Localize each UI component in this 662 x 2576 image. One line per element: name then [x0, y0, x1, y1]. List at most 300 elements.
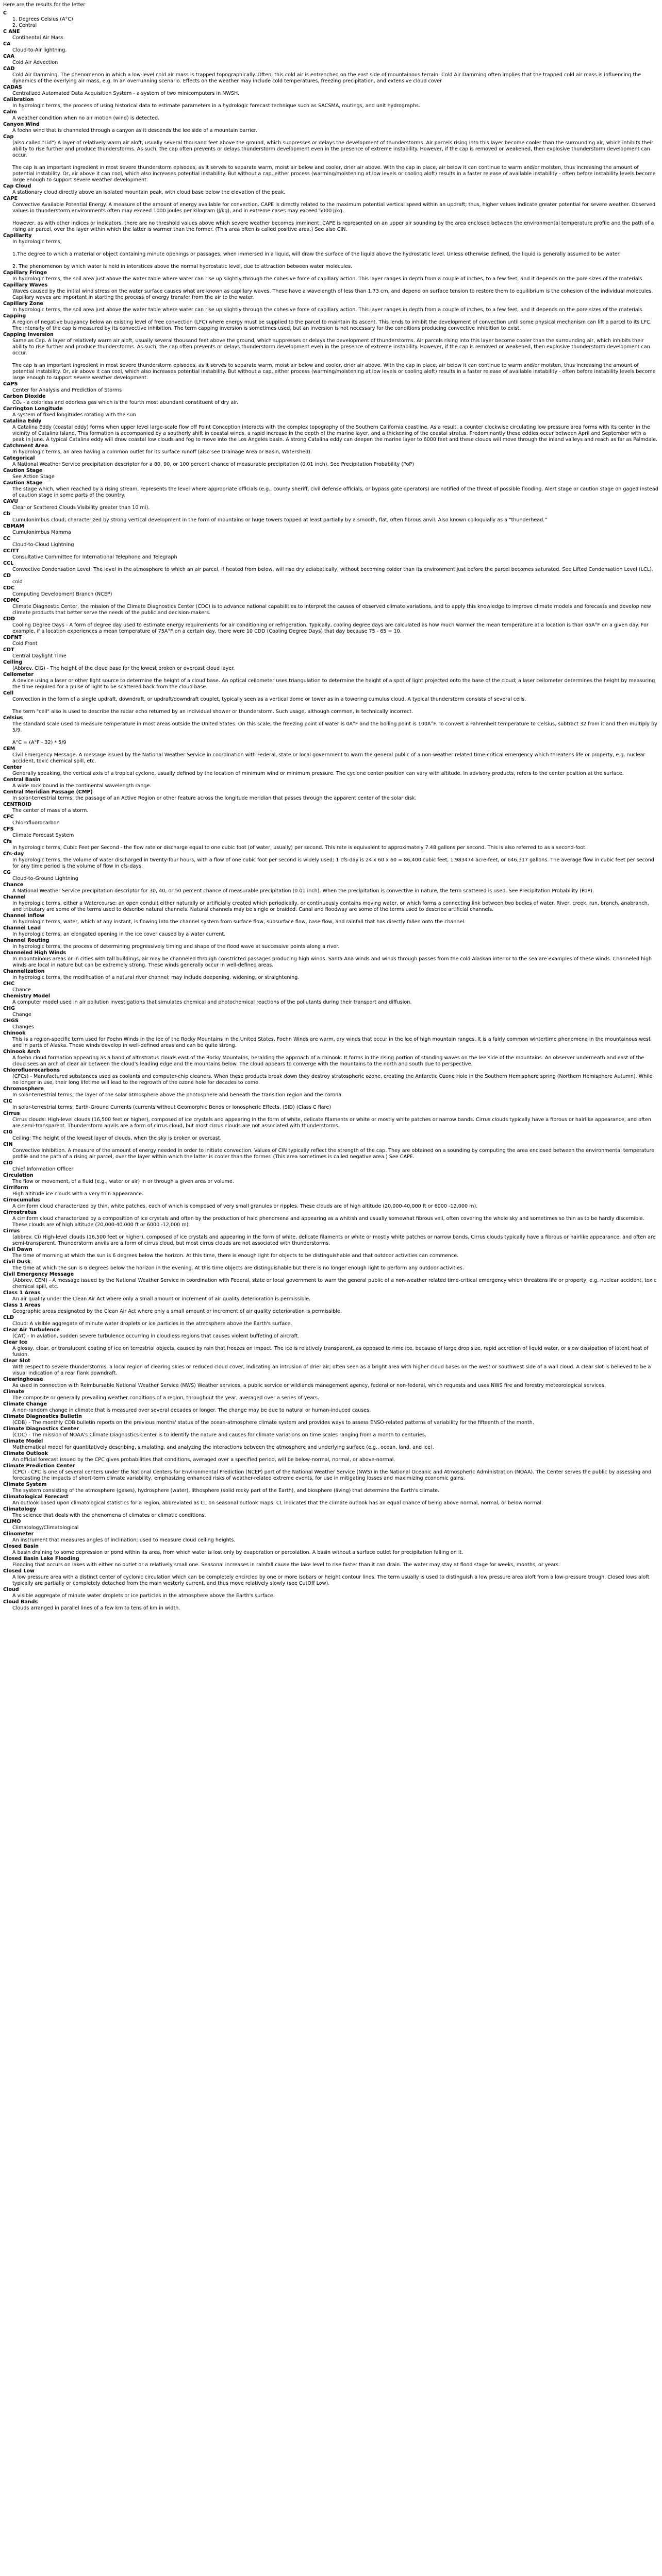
glossary-definition: (CFCs) - Manufactured substances used as coolants and computer-chip cleaners. When these products break down they destroy stratospheric ozone, creating the Antarctic Ozone Hole in the Southern Hemisphere spring (Northern Hemisphere Autumn). While no longer in use, their long lifetime will lead to the regrowth of the ozone hole for decades to come. — [12, 1074, 653, 1086]
glossary-definition: A basin draining to some depression or pond within its area, from which water is lost only by evaporation or percolation. A basin without a surface outlet for precipitation falling on it. — [12, 1550, 464, 1555]
glossary-entry — [3, 746, 659, 765]
glossary-entry — [3, 1259, 659, 1272]
glossary-term: Cirrus — [3, 1111, 20, 1116]
glossary-term: Capillary Fringe — [3, 270, 47, 276]
glossary-term: Clear Air Turbulence — [3, 1327, 60, 1333]
glossary-term: Cb — [3, 511, 10, 517]
glossary-term: CD — [3, 573, 11, 579]
glossary-entry — [3, 1049, 659, 1067]
glossary-definition: Cloud-to-Cloud Lightning — [12, 542, 74, 548]
glossary-definition: A Catalina Eddy (coastal eddy) forms when upper level large-scale flow off Point Conception interacts with the complex topography of the Southern California coastline. As a result, a counter clockwise circulating low pressure area forms with its center in the vicinity of Catalina Island. This formation is accompanied by a southerly shift in coastal winds, a rapid increase in the depth of the marine layer, and a thickening of the coastal stratus. Predominantly these eddies occur between April and September with a peak in June. A typical Catalina eddy will draw coastal low clouds and fog to move into the Los Angeles basin. A strong Catalina eddy can deepen the marine layer to 6000 feet and these clouds will move through the inland valleys and reach as far as Palmdale. — [12, 425, 658, 443]
glossary-entry — [3, 332, 659, 381]
glossary-entry — [3, 969, 659, 981]
glossary-definition: Central Daylight Time — [12, 653, 67, 659]
glossary-definition: (abbrev. Ci) High-level clouds (16,500 feet or higher), composed of ice crystals and appearing in the form of white, delicate filaments or white or mostly white patches or narrow bands. Cirrus clouds typically have a fibrous or hairlike appearance, and often are semi-transparent. Thunderstorm anvils are a form of cirrus cloud, but most cirrus clouds are not associated with thunderstorms. — [12, 1234, 656, 1246]
glossary-term: Class 1 Areas — [3, 1290, 41, 1296]
glossary-definition: The composite or generally prevailing weather conditions of a region, throughout the year, averaged over a series of years. — [12, 1395, 320, 1401]
glossary-definition: Convective Available Potential Energy. A measure of the amount of energy available for convection. CAPE is directly related to the maximum potential vertical speed within an updraft; thus, higher values indicate greater potential for severe weather. Observed values in thunderstorm environments often may exceed 1000 joules per kilogram (J/kg), and in extreme cases may exceed 5000 J/kg. However, as with other indices or indicators, there are no threshold values above which severe weather becomes imminent. CAPE is represented on an upper air sounding by the area enclosed between the environmental temperature profile and the path of a rising air parcel, over the layer within which the latter is warmer than the former. (This area often is called positive area.) See also CIN. — [12, 202, 656, 232]
glossary-term: CAPS — [3, 381, 18, 387]
glossary-definition: Convective Condensation Level: The level in the atmosphere to which an air parcel, if heated from below, will rise dry adiabatically, without becoming colder than its environment just before the parcel becomes saturated. See Lifted Condensation Level (LCL). — [12, 567, 653, 572]
glossary-definition: Chief Information Officer — [12, 1166, 74, 1172]
glossary-entry — [3, 270, 659, 282]
glossary-term: Circulation — [3, 1173, 34, 1178]
glossary-definition: An air quality under the Clean Air Act where only a small amount or increment of air quality deterioration is permissible. — [12, 1296, 311, 1302]
glossary-definition: This is a region-specific term used for Foehn Winds in the lee of the Rocky Mountains in the United States. Foehn Winds are warm, dry winds that occur in the lee of high mountain ranges. It is a fairly common wintertime phenomena in the mountainous west and in parts of Alaska. These winds develop in well-defined areas and can be quite strong. — [12, 1037, 651, 1048]
glossary-entry — [3, 826, 659, 839]
glossary-term: CAA — [3, 54, 14, 59]
glossary-term: Chinook Arch — [3, 1049, 40, 1055]
glossary-definition: Cloud-to-Ground Lightning — [12, 876, 78, 882]
glossary-definition: Geographic areas designated by the Clean Air Act where only a small amount or increment of air quality deterioration is permissible. — [12, 1309, 342, 1314]
glossary-definition: cold — [12, 579, 23, 585]
glossary-term: Categorical — [3, 455, 35, 461]
glossary-entry — [3, 109, 659, 122]
glossary-definition: A computer model used in air pollution investigations that simulates chemical and photochemical reactions of the pollutants during their transport and diffusion. — [12, 999, 412, 1005]
glossary-entry — [3, 715, 659, 746]
glossary-definition: Computing Development Branch (NCEP) — [12, 591, 112, 597]
glossary-entry — [3, 1160, 659, 1173]
glossary-definition: A stationary cloud directly above an isolated mountain peak, with cloud base below the elevation of the peak. — [12, 190, 286, 195]
glossary-entry — [3, 1438, 659, 1451]
glossary-definition: A system of fixed longitudes rotating with the sun — [12, 412, 136, 418]
glossary-list — [3, 16, 659, 1612]
glossary-term: Channel — [3, 894, 26, 900]
glossary-term: Cell — [3, 690, 14, 696]
glossary-entry — [3, 1111, 659, 1129]
glossary-entry — [3, 585, 659, 598]
glossary-entry — [3, 1568, 659, 1587]
glossary-entry — [3, 1272, 659, 1290]
glossary-entry — [3, 635, 659, 647]
glossary-entry — [3, 394, 659, 406]
glossary-entry — [3, 499, 659, 511]
glossary-entry — [3, 765, 659, 777]
glossary-term: Carbon Dioxide — [3, 394, 46, 399]
glossary-term: CA — [3, 41, 11, 47]
glossary-definition: (Abbrev. CIG) - The height of the cloud base for the lowest broken or overcast cloud layer. — [12, 666, 235, 671]
glossary-definition: Ceiling: The height of the lowest layer of clouds, when the sky is broken or overcast. — [12, 1136, 222, 1141]
glossary-entry — [3, 16, 659, 29]
glossary-term: Caution Stage — [3, 480, 43, 486]
glossary-definition: In hydrologic terms, the soil area just above the water table where water can rise up slightly through the cohesive force of capillary action. This layer ranges in depth from a couple of inches, to a few feet, and it depends on the pore sizes of the materials. — [12, 307, 644, 313]
glossary-term: Cap Cloud — [3, 183, 31, 189]
glossary-entry — [3, 913, 659, 925]
glossary-term: Carrington Longitude — [3, 406, 63, 412]
glossary-term: CCITT — [3, 548, 19, 554]
glossary-term: Central Meridian Passage (CMP) — [3, 789, 93, 795]
glossary-term: CCL — [3, 561, 14, 566]
glossary-term: CFS — [3, 826, 14, 832]
glossary-definition: Waves caused by the initial wind stress on the water surface causes what are known as capillary waves. These have a wavelength of less than 1.73 cm, and depend on surface tension to restore them to equilibrium is the cohesion of the individual molecules. Capillary waves are important in starting the process of energy transfer from the air to the water. — [12, 289, 653, 300]
glossary-definition: Flooding that occurs on lakes with either no outlet or a relatively small one. Seasonal increases in rainfall cause the lake level to rise faster than it can drain. The water may stay at flood stage for weeks, months, or years. — [12, 1562, 560, 1568]
glossary-term: CAVU — [3, 499, 19, 504]
glossary-term: CHC — [3, 981, 15, 987]
glossary-definition: Cooling Degree Days - A form of degree day used to estimate energy requirements for air conditioning or refrigeration. Typically, cooling degree days are calculated as how much warmer the mean temperature at a location is than 65A°F on a given day. For example, if a location experiences a mean temperature of 75A°F on a certain day, there were 10 CDD (Cooling Degree Days) that day because 75 - 65 = 10. — [12, 622, 649, 634]
glossary-definition: A weather condition when no air motion (wind) is detected. — [12, 115, 160, 121]
glossary-entry — [3, 851, 659, 870]
glossary-definition: In hydrologic terms, water, which at any instant, is flowing into the channel system from surface flow, subsurface flow, base flow, and rainfall that has directly fallen onto the channel. — [12, 919, 466, 925]
glossary-entry — [3, 1531, 659, 1544]
glossary-entry — [3, 54, 659, 66]
glossary-term: Capillary Zone — [3, 301, 43, 307]
glossary-term: Channel Lead — [3, 925, 41, 931]
glossary-term: Climate System — [3, 1482, 47, 1487]
glossary-entry — [3, 1067, 659, 1086]
glossary-definition: Change — [12, 1012, 31, 1018]
glossary-definition: In hydrologic terms, an elongated opening in the ice cover caused by a water current. — [12, 931, 226, 937]
glossary-term: CIO — [3, 1160, 13, 1166]
glossary-definition: Continental Air Mass — [12, 35, 63, 41]
glossary-term: Central Basin — [3, 777, 41, 783]
glossary-definition: Chlorofluorocarbon — [12, 820, 60, 826]
glossary-entry — [3, 122, 659, 134]
glossary-term: CBMAM — [3, 523, 24, 529]
glossary-definition: In solar-terrestrial terms, the layer of the solar atmosphere above the photosphere and beneath the transition region and the corona. — [12, 1092, 343, 1098]
glossary-entry — [3, 573, 659, 585]
glossary-definition: Convection in the form of a single updraft, downdraft, or updraft/downdraft couplet, typically seen as a vertical dome or tower as in a towering cumulus cloud. A typical thunderstorm consists of several cells. The term "cell" also is used to describe the radar echo returned by an individual shower or thunderstorm. Such usage, although common, is technically incorrect. — [12, 697, 526, 715]
glossary-definition: A cirriform cloud characterized by thin, white patches, each of which is composed of very small granules or ripples. These clouds are of high altitude (20,000-40,000 ft or 6000 -12,000 m). — [12, 1204, 478, 1209]
glossary-definition: As used in connection with Reimbursable National Weather Service (NWS) Weather services, a public service or wildlands management agency, federal or non-federal, which requests and uses NWS fire and forestry meteorological services. — [12, 1383, 606, 1388]
glossary-entry — [3, 981, 659, 993]
glossary-definition: (CAT) - In aviation, sudden severe turbulence occurring in cloudless regions that causes violent buffeting of aircraft. — [12, 1333, 300, 1339]
glossary-entry — [3, 950, 659, 969]
glossary-definition: In hydrologic terms, the modification of a natural river channel; may include deepening, widening, or straightening. — [12, 975, 300, 980]
glossary-term: Chlorofluorocarbons — [3, 1067, 60, 1073]
glossary-entry — [3, 1401, 659, 1414]
glossary-term: Climate Outlook — [3, 1451, 48, 1456]
glossary-entry — [3, 1129, 659, 1142]
glossary-term: Closed Low — [3, 1568, 35, 1574]
glossary-entry — [3, 598, 659, 616]
results-intro: Here are the results for the letter — [3, 2, 86, 8]
glossary-entry — [3, 814, 659, 826]
glossary-entry — [3, 301, 659, 313]
glossary-term: CG — [3, 870, 11, 875]
glossary-entry — [3, 1228, 659, 1247]
glossary-entry — [3, 802, 659, 814]
glossary-entry — [3, 1587, 659, 1599]
glossary-definition: Cumulonimbus cloud; characterized by strong vertical development in the form of mountains or huge towers topped at least partially by a smooth, flat, often fibrous anvil. Also known colloquially as a "thunderhead." — [12, 517, 547, 523]
glossary-term: Cirriform — [3, 1185, 28, 1191]
glossary-definition: An outlook based upon climatological statistics for a region, abbreviated as CL on seasonal outlook maps. CL indicates that the climate outlook has an equal chance of being above normal, normal, or below normal. — [12, 1500, 543, 1506]
glossary-entry — [3, 672, 659, 690]
glossary-term: CLIMO — [3, 1519, 21, 1524]
glossary-term: Calm — [3, 109, 17, 115]
glossary-term: C ANE — [3, 29, 20, 35]
glossary-definition: Mathematical model for quantitatively describing, simulating, and analyzing the interactions between the atmosphere and underlying surface (e.g., ocean, land, and ice). — [12, 1445, 434, 1450]
glossary-term: Capping — [3, 313, 26, 319]
glossary-entry — [3, 870, 659, 882]
glossary-definition: (Abbrev. CEM) - A message issued by the National Weather Service in coordination with Federal, state or local government to warn the general public of a non-weather related time-critical emergency which threatens life or property, e.g. nuclear accident, toxic chemical spill, etc. — [12, 1278, 657, 1290]
glossary-definition: The flow or movement, of a fluid (e.g., water or air) in or through a given area or volume. — [12, 1179, 234, 1184]
glossary-entry — [3, 313, 659, 332]
glossary-entry — [3, 1494, 659, 1506]
glossary-entry — [3, 938, 659, 950]
glossary-entry — [3, 536, 659, 548]
glossary-entry — [3, 993, 659, 1006]
glossary-definition: In solar-terrestrial terms, the passage of an Active Region or other feature across the longitude meridian that passes through the apparent center of the solar disk. — [12, 795, 417, 801]
glossary-definition: Clear or Scattered Clouds Visibility greater than 10 mi). — [12, 505, 150, 511]
glossary-term: CAPE — [3, 196, 18, 201]
glossary-definition: The center of mass of a storm. — [12, 808, 89, 814]
glossary-entry — [3, 1197, 659, 1210]
glossary-entry — [3, 41, 659, 54]
glossary-term: Closed Basin Lake Flooding — [3, 1556, 79, 1562]
glossary-term: Chance — [3, 882, 24, 888]
glossary-term: CDD — [3, 616, 15, 622]
glossary-entry — [3, 1210, 659, 1228]
glossary-entry — [3, 196, 659, 233]
glossary-definition: Clouds arranged in parallel lines of a few km to tens of km in width. — [12, 1605, 180, 1611]
glossary-entry — [3, 1086, 659, 1098]
glossary-entry — [3, 777, 659, 789]
glossary-entry — [3, 418, 659, 443]
glossary-entry — [3, 1377, 659, 1389]
glossary-entry — [3, 1556, 659, 1568]
results-letter: C — [3, 10, 7, 16]
glossary-entry — [3, 1519, 659, 1531]
glossary-term: Climate Change — [3, 1401, 47, 1407]
glossary-term: CIC — [3, 1098, 12, 1104]
glossary-definition: The time of morning at which the sun is 6 degrees below the horizon. At this time, there is enough light for objects to be distinguishable and that outdoor activities can commence. — [12, 1253, 459, 1259]
glossary-entry — [3, 381, 659, 394]
glossary-entry — [3, 1340, 659, 1358]
glossary-term: CDMC — [3, 598, 20, 603]
glossary-term: Climate Prediction Center — [3, 1463, 75, 1469]
glossary-term: Chromosphere — [3, 1086, 44, 1092]
glossary-definition: In hydrologic terms, the soil area just above the water table where water can rise up slightly through the cohesive force of capillary action. This layer ranges in depth from a couple of inches, to a few feet, and it depends on the pore sizes of the materials. — [12, 276, 644, 282]
glossary-term: Climatological Forecast — [3, 1494, 69, 1500]
glossary-term: Calibration — [3, 97, 34, 103]
glossary-term: Channelization — [3, 969, 45, 974]
glossary-term: CDFNT — [3, 635, 22, 640]
glossary-term: CDC — [3, 585, 15, 591]
glossary-entry — [3, 66, 659, 84]
glossary-definition: Centralized Automated Data Acquisition System - a system of two minicomputers in NWSH. — [12, 91, 240, 96]
glossary-definition: In mountainous areas or in cities with tall buildings, air may be channeled through constricted passages producing high winds. Santa Ana winds and winds through passes from the cold Alaskan interior to the sea are examples of these winds. Channeled high winds are local in nature but can be extremely strong. These winds generally occur in well-defined areas. — [12, 956, 652, 968]
glossary-definition: (CDC) - The mission of NOAA's Climate Diagnostics Center is to identify the nature and causes for climate variations on time scales ranging from a month to centuries. — [12, 1432, 426, 1438]
glossary-entry — [3, 455, 659, 468]
glossary-entry — [3, 1006, 659, 1018]
glossary-term: Ceilometer — [3, 672, 34, 677]
glossary-term: Caution Stage — [3, 468, 43, 473]
glossary-definition: Cirrus clouds: High-level clouds (16,500 feet or higher), composed of ice crystals and appearing in the form of white, delicate filaments or white or mostly white patches or narrow bands. Cirrus clouds typically have a fibrous or hairlike appearance, and often are semi-transparent. Thunderstorm anvils are a form of cirrus cloud, but most cirrus clouds are not associated with thunderstorms. — [12, 1117, 651, 1129]
glossary-definition: Civil Emergency Message. A message issued by the National Weather Service in coordination with Federal, state or local government to warn the general public of a non-weather related time-critical emergency which threatens life or property, e.g. nuclear accident, toxic chemical spill, etc. — [12, 752, 646, 764]
glossary-definition: In hydrologic terms, the process of determining progressively timing and shape of the flood wave at successive points along a river. — [12, 944, 340, 950]
glossary-term: Capillarity — [3, 233, 32, 239]
glossary-term: Climate Diagnostics Bulletin — [3, 1414, 82, 1419]
glossary-term: Clearinghouse — [3, 1377, 43, 1382]
glossary-definition: In hydrologic terms, 1.The degree to which a material or object containing minute openings or passages, when immersed in a liquid, will draw the surface of the liquid above the hydrostatic level. Unless otherwise defined, the liquid is generally assumed to be water. 2. The phenomenon by which water is held in interstices above the normal hydrostatic level, due to attraction between water molecules. — [12, 239, 621, 269]
glossary-definition: Climatology/Climatological — [12, 1525, 79, 1531]
glossary-term: CHGS — [3, 1018, 19, 1024]
glossary-entry — [3, 511, 659, 523]
glossary-entry — [3, 1358, 659, 1377]
glossary-definition: Convective Inhibition. A measure of the amount of energy needed in order to initiate convection. Values of CIN typically reflect the strength of the cap. They are obtained on a sounding by computing the area enclosed between the environmental temperature profile and the path of a rising air parcel, over the layer within which the latter is cooler than the former. (This area sometimes is called negative area.) See CAPE. — [12, 1148, 655, 1160]
glossary-entry — [3, 789, 659, 802]
glossary-term: Class 1 Areas — [3, 1302, 41, 1308]
glossary-term: Celsius — [3, 715, 23, 721]
glossary-term: Clear Slot — [3, 1358, 30, 1364]
glossary-term: Canyon Wind — [3, 122, 40, 127]
glossary-entry — [3, 839, 659, 851]
glossary-definition: Cold Air Advection — [12, 60, 58, 65]
glossary-definition: A non-random change in climate that is measured over several decades or longer. The change may be due to natural or human-induced causes. — [12, 1408, 371, 1413]
glossary-term: Channeled High Winds — [3, 950, 67, 956]
glossary-term: Center — [3, 765, 22, 770]
glossary-entry — [3, 1506, 659, 1519]
glossary-term: Chemistry Model — [3, 993, 51, 999]
glossary-definition: In hydrologic terms, Cubic Feet per Second - the flow rate or discharge equal to one cubic foot (of water, usually) per second. This rate is equivalent to approximately 7.48 gallons per second. This is also referred to as a second-foot. — [12, 845, 587, 851]
glossary-definition: A low pressure area with a distinct center of cyclonic circulation which can be completely encircled by one or more isobars or height contour lines. The term usually is used to distinguish a low pressure area aloft from a low-pressure trough. Closed lows aloft typically are partially or completely detached from the main westerly current, and thus move relatively slowly (see CutOff Low). — [12, 1574, 650, 1586]
glossary-term: Civil Dusk — [3, 1259, 31, 1265]
glossary-definition: With respect to severe thunderstorms, a local region of clearing skies or reduced cloud cover, indicating an intrusion of drier air; often seen as a bright area with higher cloud bases on the west or southwest side of a wall cloud. A clear slot is believed to be a visual indication of a rear flank downdraft. — [12, 1364, 651, 1376]
glossary-term: CAD — [3, 66, 15, 72]
glossary-definition: A wide rock bound in the continental wavelength range. — [12, 783, 152, 789]
glossary-entry — [3, 1426, 659, 1438]
glossary-definition: A visible aggregate of minute water droplets or ice particles in the atmosphere above the Earth's surface. — [12, 1593, 275, 1599]
glossary-definition: A region of negative buoyancy below an existing level of free convection (LFC) where energy must be supplied to the parcel to maintain its ascent. This lends to inhibit the development of convection until some physical mechanism can lift a parcel to its LFC. The intensity of the cap is measured by its convective inhibition. The term capping inversion is sometimes used, but an inversion is not necessary for the conditions producing convective inhibition to exist. — [12, 319, 652, 331]
glossary-entry — [3, 1463, 659, 1482]
glossary-term: Cloud Bands — [3, 1599, 38, 1605]
glossary-definition: Center for Analysis and Prediction of Storms — [12, 387, 122, 393]
glossary-term: Channel Routing — [3, 938, 49, 943]
glossary-entry — [3, 443, 659, 455]
glossary-term: Climatology — [3, 1506, 37, 1512]
glossary-entry — [3, 282, 659, 301]
glossary-definition: Chance — [12, 987, 31, 993]
glossary-definition: In hydrologic terms, either a Watercourse; an open conduit either naturally or artificially created which periodically, or continuously contains moving water, or which forms a connecting link between two bodies of water. River, creek, run, branch, anabranch, and tributary are some of the terms used to describe natural channels. Natural channels may be single or braided. Canal and floodway are some of the terms used to describe artificial channels. — [12, 901, 649, 912]
glossary-term: Catchment Area — [3, 443, 48, 449]
glossary-entry — [3, 690, 659, 715]
glossary-definition: A foehn cloud formation appearing as a band of altostratus clouds east of the Rocky Mountains, heralding the approach of a chinook. It forms in the rising portion of standing waves on the lee side of the mountains. An observer underneath and east of the cloud sees an arch of clear air between the cloud's leading edge and the mountains below. The cloud appears to converge with the mountains to the north and south due to perspective. — [12, 1055, 644, 1067]
glossary-definition: Changes — [12, 1024, 34, 1030]
glossary-entry — [3, 134, 659, 183]
glossary-entry — [3, 882, 659, 894]
glossary-term: Ceiling — [3, 659, 23, 665]
glossary-entry — [3, 659, 659, 672]
glossary-entry — [3, 406, 659, 418]
glossary-entry — [3, 1030, 659, 1049]
glossary-entry — [3, 480, 659, 499]
glossary-entry — [3, 925, 659, 938]
glossary-entry — [3, 1414, 659, 1426]
glossary-definition: In hydrologic terms, an area having a common outlet for its surface runoff (also see Drainage Area or Basin, Watershed). — [12, 449, 312, 455]
glossary-term: Civil Dawn — [3, 1247, 32, 1252]
glossary-definition: Generally speaking, the vertical axis of a tropical cyclone, usually defined by the location of minimum wind or minimum pressure. The cyclone center position can vary with altitude. In advisory products, refers to the center position at the surface. — [12, 771, 624, 776]
glossary-term: CEM — [3, 746, 15, 752]
glossary-term: Clear Ice — [3, 1340, 28, 1345]
glossary-entry — [3, 548, 659, 561]
glossary-term: Cirrostratus — [3, 1210, 37, 1215]
glossary-term: Capillary Waves — [3, 282, 48, 288]
glossary-term: Closed Basin — [3, 1544, 39, 1549]
glossary-entry — [3, 1599, 659, 1612]
glossary-entry — [3, 1290, 659, 1302]
glossary-entry — [3, 29, 659, 41]
glossary-entry — [3, 1327, 659, 1340]
glossary-definition: A National Weather Service precipitation descriptor for a 80, 90, or 100 percent chance of measurable precipitation (0.01 inch). See Precipitation Probability (PoP) — [12, 462, 414, 467]
glossary-definition: Consultative Committee for International Telephone and Telegraph — [12, 554, 177, 560]
glossary-term: CLD — [3, 1315, 14, 1320]
glossary-entry — [3, 894, 659, 913]
glossary-definition: Cold Front — [12, 641, 38, 647]
glossary-definition: Cloud-to-Air lightning. — [12, 47, 67, 53]
glossary-definition: The stage which, when reached by a rising stream, represents the level where appropriate officials (e.g., county sheriff, civil defense officials, or bypass gate operators) are notified of the threat of possible flooding. Alert stage or caution stage on gaged instead of caution stage in some parts of the country. — [12, 486, 658, 498]
glossary-term: CADAS — [3, 84, 22, 90]
glossary-definition: In solar-terrestrial terms, Earth-Ground Currents (currents without Geomorphic Bends or Ionospheric Effects. (SID) (Class C flare) — [12, 1105, 331, 1110]
glossary-definition: The standard scale used to measure temperature in most areas outside the United States. On this scale, the freezing point of water is 0A°F and the boiling point is 100A°F. To convert a Fahrenheit temperature to Celsius, subtract 32 from it and then multiply by 5/9. A°C = (A°F - 32) * 5/9 — [12, 721, 657, 745]
glossary-definition: See Action Stage — [12, 474, 55, 480]
glossary-term: Cirrus — [3, 1228, 20, 1234]
glossary-term: CHG — [3, 1006, 15, 1011]
glossary-definition: In hydrologic terms, the process of using historical data to estimate parameters in a hydrologic forecast technique such as SACSMA, routings, and unit hydrographs. — [12, 103, 421, 109]
glossary-entry — [3, 1247, 659, 1259]
glossary-entry — [3, 233, 659, 270]
glossary-entry — [3, 647, 659, 659]
glossary-term: Chinook — [3, 1030, 26, 1036]
glossary-entry — [3, 97, 659, 109]
glossary-term: Cirrocumulus — [3, 1197, 40, 1203]
glossary-definition: The system consisting of the atmosphere (gases), hydrosphere (water), lithosphere (solid rocky part of the Earth), and biosphere (living) that determine the Earth's climate. — [12, 1488, 440, 1494]
glossary-entry — [3, 1142, 659, 1160]
glossary-definition: A device using a laser or other light source to determine the height of a cloud base. An optical ceilometer uses triangulation to determine the height of a spot of light projected onto the base of the cloud; a laser ceilometer determines the height by measuring the time required for a pulse of light to be scattered back from the cloud base. — [12, 678, 655, 690]
glossary-entry — [3, 616, 659, 635]
glossary-entry — [3, 523, 659, 536]
glossary-term: CC — [3, 536, 11, 541]
glossary-definition: A cirriform cloud characterized by a composition of ice crystals and often by the production of halo phenomena and appearing as a whitish and usually somewhat fibrous veil, often covering the whole sky and sometimes so thin as to be hardly discernible. These clouds are of high altitude (20,000-40,000 ft or 6000 -12,000 m). — [12, 1216, 644, 1228]
glossary-definition: An official forecast issued by the CPC gives probabilities that conditions, averaged over a specified period, will be below-normal, normal, or above-normal. — [12, 1457, 395, 1463]
glossary-term: CDT — [3, 647, 14, 653]
glossary-term: Climate Diagnostics Center — [3, 1426, 79, 1432]
glossary-definition: Climate Diagnostic Center, the mission of the Climate Diagnostics Center (CDC) is to advance national capabilities to interpret the causes of observed climate variations, and to apply this knowledge to improve climate models and forecasts and develop new climate products that better serve the needs of the public and decision-makers. — [12, 604, 651, 616]
glossary-definition: Climate Forecast System — [12, 833, 74, 838]
glossary-entry — [3, 1389, 659, 1401]
glossary-entry — [3, 1451, 659, 1463]
glossary-entry — [3, 1544, 659, 1556]
glossary-entry — [3, 183, 659, 196]
glossary-term: CIG — [3, 1129, 13, 1135]
glossary-term: Channel Inflow — [3, 913, 45, 919]
glossary-entry — [3, 561, 659, 573]
glossary-entry — [3, 84, 659, 97]
glossary-entry — [3, 1302, 659, 1315]
glossary-definition: High altitude ice clouds with a very thin appearance. — [12, 1191, 144, 1197]
glossary-entry — [3, 1098, 659, 1111]
glossary-definition: Cumulonimbus Mamma — [12, 530, 71, 535]
glossary-term: CFC — [3, 814, 14, 820]
glossary-term: Cloud — [3, 1587, 19, 1592]
glossary-term: Catalina Eddy — [3, 418, 42, 424]
glossary-term: Cfs — [3, 839, 12, 844]
glossary-entry — [3, 1185, 659, 1197]
glossary-term: Clinometer — [3, 1531, 34, 1537]
glossary-term: Cap — [3, 134, 14, 140]
glossary-definition: The time at which the sun is 6 degrees below the horizon in the evening. At this time objects are distinguishable but there is no longer enough light to perform any outdoor activities. — [12, 1265, 464, 1271]
glossary-definition: A National Weather Service precipitation descriptor for 30, 40, or 50 percent chance of measurable precipitation (0.01 inch). When the precipitation is convective in nature, the term scattered is used. See Precipitation Probability (PoP). — [12, 888, 594, 894]
glossary-entry — [3, 1482, 659, 1494]
glossary-entry — [3, 1173, 659, 1185]
glossary-term: CIN — [3, 1142, 13, 1147]
glossary-entry — [3, 468, 659, 480]
glossary-definition: In hydrologic terms, the volume of water discharged in twenty-four hours, with a flow of one cubic foot per second is widely used; 1 cfs-day is 24 x 60 x 60 = 86,400 cubic feet, 1.983474 acre-feet, or 646,317 gallons. The average flow in cubic feet per second for any time period is the volume of flow in cfs-days. — [12, 857, 654, 869]
glossary-definition: (also called "Lid") A layer of relatively warm air aloft, usually several thousand feet above the ground, which suppresses or delays the development of thunderstorms. Air parcels rising into this layer become cooler than the surrounding air, which inhibits their ability to rise further and produce thunderstorms. As such, the cap often prevents or delays thunderstorm development even in the presence of extreme instability. However, if the cap is removed or weakened, then explosive thunderstorm development can occur. The cap is an important ingredient in most severe thunderstorm episodes, as it serves to separate warm, moist air below and cooler, drier air above. With the cap in place, air below it can continue to warm and/or moisten, thus increasing the amount of potential instability. Or, air above it can cool, which also increases potential instability. But without a cap, either process (warming/moistening at low levels or cooling aloft) results in a faster release of available instability - often before instability levels become large enough to support severe weather development. — [12, 140, 656, 183]
glossary-entry — [3, 1018, 659, 1030]
glossary-term: Civil Emergency Message — [3, 1272, 74, 1277]
glossary-entry — [3, 1315, 659, 1327]
glossary-definition: Same as Cap. A layer of relatively warm air aloft, usually several thousand feet above the ground, which suppresses or delays the development of thunderstorms. Air parcels rising into this layer become cooler than the surrounding air, which inhibits their ability to rise further and produce thunderstorms. As such, the cap often prevents or delays thunderstorm development even in the presence of extreme instability. However, if the cap is removed or weakened, then explosive thunderstorm development can occur. The cap is an important ingredient in most severe thunderstorm episodes, as it serves to separate warm, moist air below and cooler, drier air above. With the cap in place, air below it can continue to warm and/or moisten, thus increasing the amount of potential instability. Or, air above it can cool, which also increases potential instability. But without a cap, either process (warming/moistening at low levels or cooling aloft) results in a faster release of available instability - often before instability levels become large enough to support severe weather development. — [12, 338, 656, 381]
glossary-definition: Cloud: A visible aggregate of minute water droplets or ice particles in the atmosphere above the Earth's surface. — [12, 1321, 292, 1327]
